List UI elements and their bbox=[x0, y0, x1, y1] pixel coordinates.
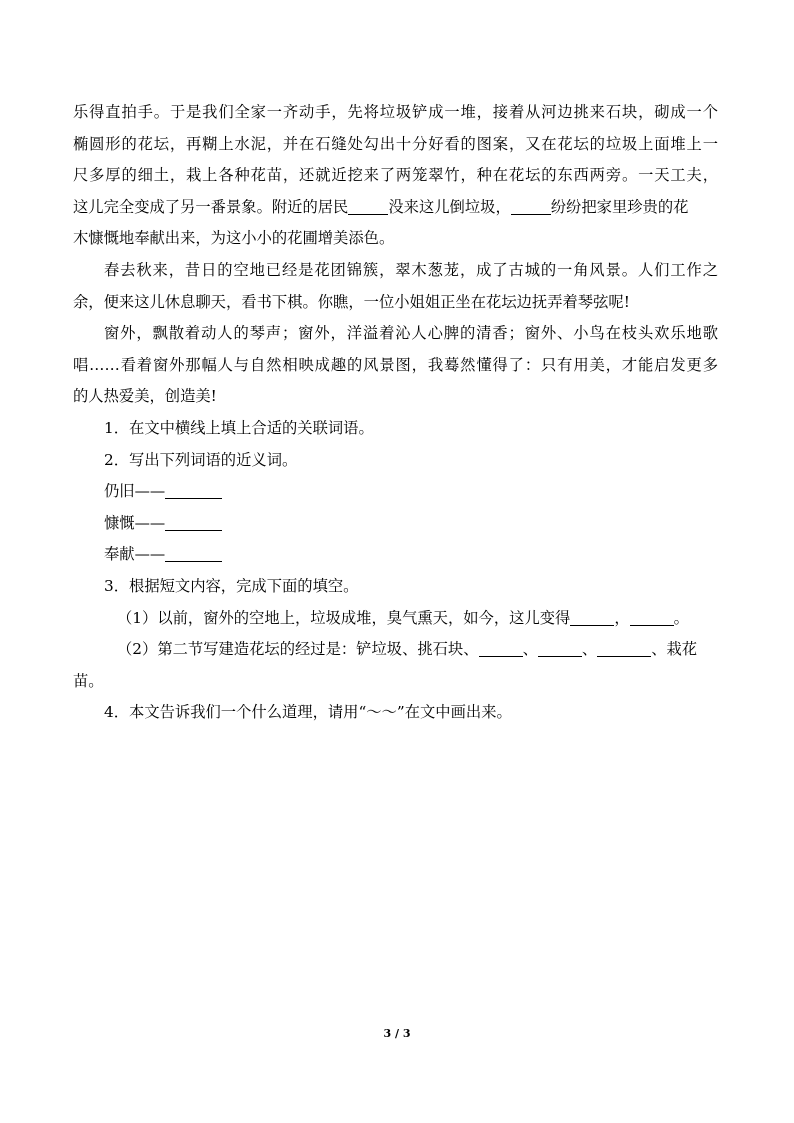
fill-blank-3-1-b[interactable] bbox=[630, 607, 674, 626]
question-3: 3．根据短文内容，完成下面的填空。 bbox=[104, 576, 359, 595]
connective-blank-2[interactable] bbox=[511, 196, 551, 215]
synonym-blank-1[interactable] bbox=[165, 480, 222, 499]
paragraph-1-line-4-text-b: 没来这儿倒垃圾， bbox=[388, 197, 511, 216]
question-3-part-2 bbox=[73, 634, 718, 666]
synonym-word-2: 慷慨—— bbox=[104, 513, 166, 532]
synonym-blank-2[interactable] bbox=[165, 512, 222, 531]
connective-blank-1[interactable] bbox=[348, 196, 388, 215]
synonym-item-3 bbox=[73, 539, 718, 571]
question-4: 4．本文告诉我们一个什么道理，请用“～～”在文中画出来。 bbox=[104, 703, 512, 722]
question-3-part-2-continuation: 苗。 bbox=[73, 671, 104, 690]
paragraph-1-line-3: 尺多厚的细土，栽上各种花苗，还就近挖来了两笼翠竹，种在花坛的东西两旁。一天工夫， bbox=[73, 166, 718, 185]
paragraph-1-line-4 bbox=[73, 192, 718, 224]
paragraph-3-line-3: 的人热爱美，创造美! bbox=[73, 387, 217, 406]
fill-blank-3-1-a[interactable] bbox=[570, 607, 614, 626]
synonym-blank-3[interactable] bbox=[165, 543, 222, 562]
question-2: 2．写出下列词语的近义词。 bbox=[104, 450, 298, 469]
fill-blank-3-2-a[interactable] bbox=[479, 638, 523, 657]
question-3-part-2-sep-2: 、 bbox=[581, 640, 598, 659]
paragraph-3-line-2: 唱……看着窗外那幅人与自然相映成趣的风景图，我蓦然懂得了：只有用美，才能启发更多 bbox=[73, 355, 718, 374]
fill-blank-3-2-b[interactable] bbox=[538, 638, 582, 657]
page-number: 3 / 3 bbox=[383, 1027, 411, 1040]
paragraph-3-line-1: 窗外，飘散着动人的琴声；窗外，洋溢着沁人心脾的清香；窗外、小鸟在枝头欢乐地歌 bbox=[104, 324, 718, 343]
fill-blank-3-2-c[interactable] bbox=[597, 638, 651, 657]
paragraph-1-line-5: 木慷慨地奉献出来，为这小小的花圃增美添色。 bbox=[73, 229, 395, 248]
paragraph-1-line-4-text-a: 这儿完全变成了另一番景象。附近的居民 bbox=[73, 197, 349, 216]
paragraph-1-line-4-text-c: 纷纷把家里珍贵的花 bbox=[550, 197, 689, 216]
question-3-part-1-text: （1）以前，窗外的空地上，垃圾成堆，臭气熏天，如今，这儿变得 bbox=[117, 608, 571, 627]
question-3-part-2-text: （2）第二节写建造花坛的经过是：铲垃圾、挑石块、 bbox=[117, 640, 479, 659]
document-body bbox=[73, 97, 718, 729]
question-3-part-1 bbox=[73, 603, 718, 635]
synonym-item-1 bbox=[73, 476, 718, 508]
synonym-word-1: 仍旧—— bbox=[104, 482, 166, 501]
paragraph-1-line-2: 椭圆形的花坛，再糊上水泥，并在石缝处勾出十分好看的图案，又在花坛的垃圾上面堆上一 bbox=[73, 134, 718, 153]
question-3-part-2-sep-1: 、 bbox=[522, 640, 538, 659]
question-3-part-1-end: 。 bbox=[673, 608, 689, 627]
synonym-word-3: 奉献—— bbox=[104, 545, 166, 564]
paragraph-1-line-1: 乐得直拍手。于是我们全家一齐动手，先将垃圾铲成一堆，接着从河边挑来石块，砌成一个 bbox=[73, 103, 718, 121]
paragraph-2-line-1: 春去秋来，昔日的空地已经是花团锦簇，翠木葱茏，成了古城的一角风景。人们工作之 bbox=[104, 260, 718, 279]
question-3-part-1-separator: ， bbox=[614, 608, 630, 627]
question-1: 1．在文中横线上填上合适的关联词语。 bbox=[104, 418, 374, 437]
synonym-item-2 bbox=[73, 508, 718, 540]
paragraph-2-line-2: 余，便来这儿休息聊天，看书下棋。你瞧，一位小姐姐正坐在花坛边抚弄着琴弦呢! bbox=[73, 292, 630, 311]
question-3-part-2-end: 、栽花 bbox=[651, 640, 698, 659]
